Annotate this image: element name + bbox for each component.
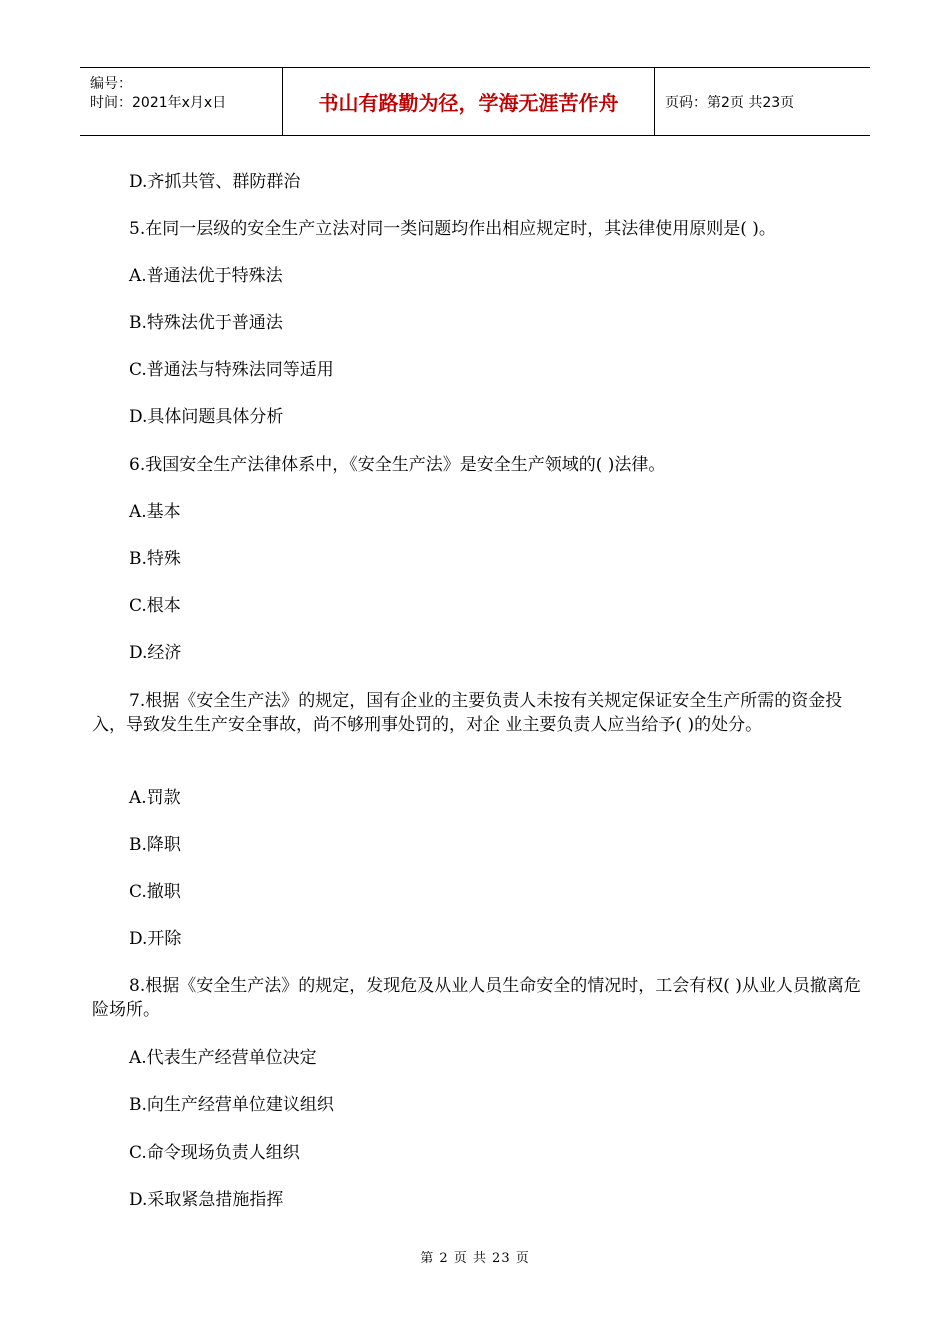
document-time: 时间：2021年x月x日 — [90, 95, 227, 111]
q8-option-a: A.代表生产经营单位决定 — [129, 1048, 317, 1068]
question-5: 5.在同一层级的安全生产立法对同一类问题均作出相应规定时，其法律使用原则是( )。 — [129, 219, 776, 239]
page-header — [80, 67, 870, 136]
q5-option-b: B.特殊法优于普通法 — [129, 313, 283, 333]
header-page-info: 页码：第2页 共23页 — [665, 94, 795, 111]
q8-option-d: D.采取紧急措施指挥 — [129, 1190, 284, 1210]
q6-option-b: B.特殊 — [129, 549, 181, 569]
q4-option-d: D.齐抓共管、群防群治 — [129, 172, 301, 192]
header-meta — [80, 68, 282, 135]
q6-option-c: C.根本 — [129, 596, 181, 616]
q7-option-a: A.罚款 — [129, 788, 181, 808]
document-number: 编号： — [90, 76, 132, 92]
q5-option-a: A.普通法优于特殊法 — [129, 266, 283, 286]
page-footer: 第 2 页 共 23 页 — [420, 1251, 530, 1266]
q8-option-b: B.向生产经营单位建议组织 — [129, 1095, 334, 1115]
q8-option-c: C.命令现场负责人组织 — [129, 1143, 300, 1163]
q6-option-a: A.基本 — [129, 502, 181, 522]
q6-option-d: D.经济 — [129, 643, 182, 663]
q7-option-c: C.撤职 — [129, 882, 181, 902]
header-motto: 书山有路勤为径，学海无涯苦作舟 — [282, 68, 655, 135]
q5-option-d: D.具体问题具体分析 — [129, 407, 284, 427]
q5-option-c: C.普通法与特殊法同等适用 — [129, 360, 334, 380]
question-7: 7.根据《安全生产法》的规定，国有企业的主要负责人未按有关规定保证安全生产所需的资金投入，导致发生生产安全事故，尚不够刑事处罚的，对企 业主要负责人应当给予( )的处分。 — [92, 691, 843, 735]
q7-option-b: B.降职 — [129, 835, 181, 855]
question-8: 8.根据《安全生产法》的规定，发现危及从业人员生命安全的情况时，工会有权( )从业人员撤离危险场所。 — [92, 976, 861, 1020]
question-6: 6.我国安全生产法律体系中，《安全生产法》是安全生产领域的( )法律。 — [129, 455, 666, 475]
q7-option-d: D.开除 — [129, 929, 182, 949]
